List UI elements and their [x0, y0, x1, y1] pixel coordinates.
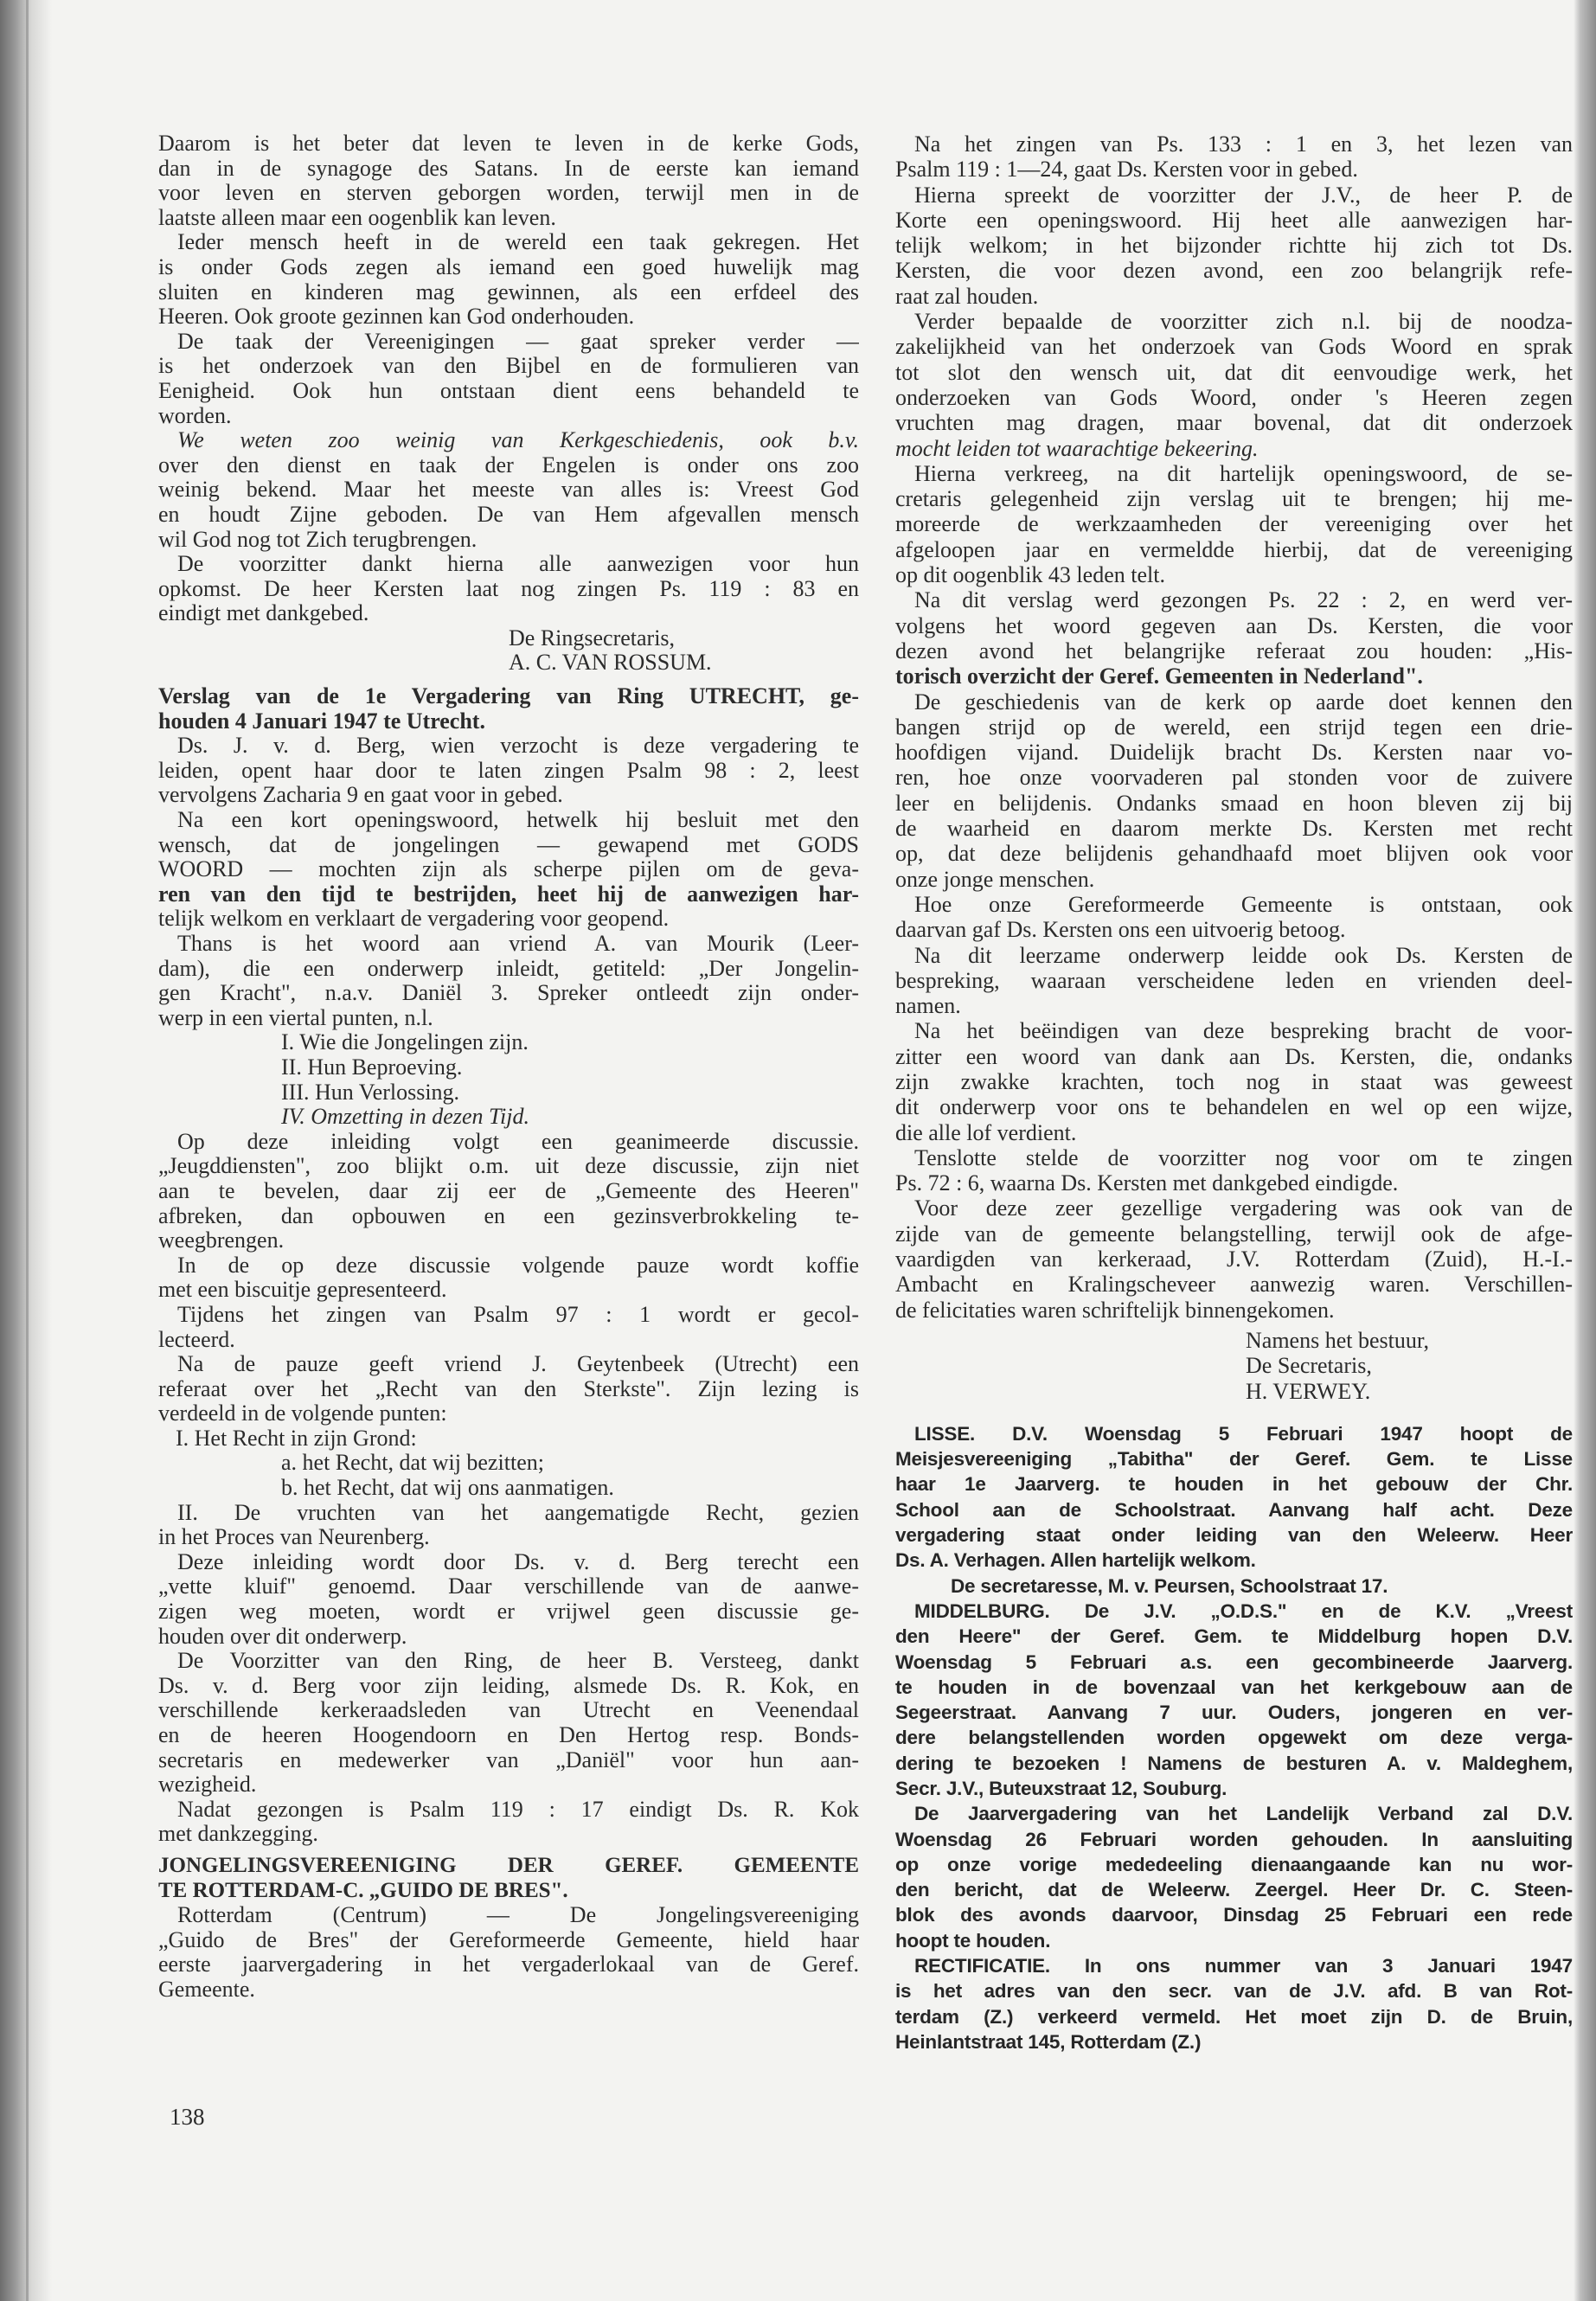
text-line: JONGELINGSVEREENIGING DER GEREF. GEMEENTE [158, 1853, 859, 1877]
text-line: vaardigden van kerkeraad, J.V. Rotterdam (Zuid), H.-I.- [895, 1247, 1573, 1272]
text-line: vergadering staat onder leiding van den Weleerw. Heer [895, 1524, 1573, 1547]
text-line: mocht leiden tot waarachtige bekeering. [895, 435, 1259, 461]
text-line: De Jaarvergadering van het Landelijk Verband zal D.V. [914, 1803, 1573, 1825]
text-line: Hoe onze Gereformeerde Gemeente is ontstaan, ook [914, 891, 1573, 917]
text-line: worden. [158, 403, 232, 428]
left-column [158, 131, 859, 2003]
text-line: namen. [895, 993, 961, 1019]
text-line: Tijdens het zingen van Psalm 97 : 1 wordt er gecol- [177, 1302, 859, 1327]
paragraph [895, 587, 1573, 689]
paragraph [158, 230, 859, 329]
text-line: Na dit verslag werd gezongen Ps. 22 : 2, en werd ver- [914, 587, 1573, 613]
outline-list [158, 1030, 859, 1129]
text-line: op onze vorige mededeeling dienaangaande kan nu wor- [895, 1853, 1573, 1875]
text-line: volgens het woord gegeven aan Ds. Kersten, die voor [895, 612, 1573, 638]
text-line: afbreken, dan opbouwen en een gezinsverbrokkeling te- [158, 1203, 859, 1228]
text-line: verdeeld in de volgende punten: [158, 1401, 447, 1426]
paragraph [158, 932, 859, 1030]
text-line: Na het beëindigen van deze bespreking bracht de voor- [914, 1018, 1573, 1044]
text-line: referaat over het „Recht van den Sterkste". Zijn lezing is [158, 1376, 859, 1401]
text-line: dam), die een onderwerp inleidt, getiteld: „Der Jongelin- [158, 956, 859, 981]
text-line: onze jonge menschen. [895, 866, 1095, 892]
text-line: II. De vruchten van het aangematigde Recht, gezien [177, 1500, 859, 1525]
list-item: b. het Recht, dat wij ons aanmatigen. [281, 1476, 614, 1501]
notice-lisse [895, 1421, 1573, 1599]
text-line: en houdt Zijne geboden. De van Hem afgevallen mensch [158, 502, 859, 527]
text-line: WOORD — mochten zijn als scherpe pijlen om de geva- [158, 857, 859, 882]
text-line: op, dat deze belijdenis gehandhaafd moet blijven ook voor [895, 841, 1573, 867]
text-line: telijk welkom; in het bijzonder richtte hij zich tot Ds. [895, 233, 1573, 259]
text-line: Secr. J.V., Buteuxstraat 12, Souburg. [895, 1778, 1227, 1799]
text-line: wil God nog tot Zich terugbrengen. [158, 527, 478, 552]
text-line: dezen avond het belangrijke referaat zou houden: „His- [895, 638, 1573, 663]
text-line: zakelijkheid van het onderzoek van Gods Woord en sprak [895, 334, 1573, 360]
text-line: Korte een openingswoord. Hij heet alle aanwezigen har- [895, 207, 1573, 233]
text-line: RECTIFICATIE. In ons nummer van 3 Januari 1947 [914, 1955, 1573, 1977]
text-line: MIDDELBURG. De J.V. „O.D.S." en de K.V. „Vreest [914, 1599, 1573, 1622]
article-heading [158, 684, 859, 734]
text-line: vervolgens Zacharia 9 en gaat voor in gebed. [158, 783, 563, 808]
text-line: Na een kort openingswoord, hetwelk hij besluit met den [177, 808, 859, 833]
text-line: den Heere" der Geref. Gem. te Middelburg hopen D.V. [895, 1625, 1573, 1648]
text-line: onderzoeken van Gods Woord, onder 's Heeren zegen [895, 384, 1573, 410]
text-line: weegbrengen. [158, 1228, 285, 1253]
text-line: de felicitaties waren schriftelijk binnengekomen. [895, 1297, 1335, 1323]
text-line: bespreking, waaraan verscheidene leden en vrienden deel- [895, 967, 1573, 993]
text-line: eerste jaarvergadering in het vergaderlokaal van de Geref. [158, 1952, 859, 1977]
text-line: torisch overzicht der Geref. Gemeenten in Nederland". [895, 663, 1423, 689]
list-item: I. Wie die Jongelingen zijn. [281, 1030, 529, 1055]
text-line: Verder bepaalde de voorzitter zich n.l. bij de noodza- [914, 309, 1573, 335]
text-line: bangen strijd op de wereld, een strijd tegen een drie- [895, 714, 1573, 740]
text-line: De taak der Vereenigingen — gaat spreker verder — [177, 329, 859, 354]
text-line: in het Proces van Neurenberg. [158, 1525, 430, 1550]
text-line: „Jeugddiensten", zoo blijkt o.m. uit deze discussie, zijn niet [158, 1154, 859, 1179]
article-heading [158, 1854, 859, 1903]
text-line: telijk welkom en verklaart de vergadering voor geopend. [158, 907, 670, 932]
text-line: Heinlantstraat 145, Rotterdam (Z.) [895, 2030, 1202, 2053]
text-line: Na het zingen van Ps. 133 : 1 en 3, het lezen van [914, 131, 1573, 157]
text-line: sluiten en kinderen mag gewinnen, als een erfdeel des [158, 279, 859, 304]
text-line: ren, hoe onze voorvaderen pal stonden voor de zuivere [895, 765, 1573, 791]
text-line: houden 4 Januari 1947 te Utrecht. [158, 708, 485, 734]
text-line: houden over dit onderwerp. [158, 1624, 407, 1649]
paragraph [895, 943, 1573, 1019]
text-line: dering te bezoeken ! Namens de besturen A. v. Maldeghem, [895, 1752, 1573, 1774]
text-line: verschillende kerkeraadsleden van Utrecht en Veenendaal [158, 1698, 859, 1723]
text-line: blok des avonds daarvoor, Dinsdag 25 Februari een rede [895, 1904, 1573, 1926]
paragraph [895, 1018, 1573, 1144]
text-line: A. C. VAN ROSSUM. [509, 651, 712, 676]
list-item: III. Hun Verlossing. [281, 1080, 460, 1105]
text-line: die alle lof verdient. [895, 1119, 1077, 1145]
text-line: laatste alleen maar een oogenblik kan leven. [158, 205, 556, 230]
text-line: Tenslotte stelde de voorzitter nog voor om te zingen [914, 1144, 1573, 1170]
list-item: II. Hun Beproeving. [281, 1054, 463, 1080]
text-line: met dankzegging. [158, 1822, 318, 1847]
text-line: haar 1e Jaarverg. te houden in het gebouw der Chr. [895, 1473, 1573, 1496]
text-line: Ps. 72 : 6, waarna Ds. Kersten met dankgebed eindigde. [895, 1170, 1399, 1196]
text-line: Nadat gezongen is Psalm 119 : 17 eindigt Ds. R. Kok [177, 1797, 859, 1822]
paragraph [158, 552, 859, 626]
paragraph [158, 1253, 859, 1303]
text-line: We weten zoo weinig van Kerkgeschiedenis, ook b.v. [177, 428, 859, 453]
text-line: lecteerd. [158, 1327, 235, 1352]
text-line: De Ringsecretaris, [509, 625, 676, 651]
paragraph [158, 1798, 859, 1847]
scan-binding-line [26, 0, 29, 2301]
text-line: afgeloopen jaar en vermeldde hierbij, dat de vereeniging [895, 536, 1573, 562]
text-line: zigen weg moeten, wordt er vrijwel geen discussie ge- [158, 1599, 859, 1625]
text-line: raat zal houden. [895, 283, 1039, 309]
paragraph [158, 1649, 859, 1798]
notice-rectificatie [895, 1953, 1573, 2054]
list-item: I. Het Recht in zijn Grond: [176, 1426, 417, 1451]
text-line: werp in een viertal punten, n.l. [158, 1005, 433, 1030]
text-line: De secretaresse, M. v. Peursen, Schoolstraat 17. [951, 1574, 1388, 1597]
paragraph [895, 1195, 1573, 1322]
text-line: de waarheid en daarom merkte Ds. Kersten met recht [895, 816, 1573, 842]
paragraph [158, 330, 859, 428]
paragraph [895, 309, 1573, 461]
list-item: a. het Recht, dat wij bezitten; [281, 1451, 544, 1476]
text-line: Woensdag 5 Februari a.s. een gecombineerde Jaarverg. [895, 1650, 1573, 1673]
text-line: H. VERWEY. [1246, 1378, 1371, 1404]
text-line: Verslag van de 1e Vergadering van Ring UTRECHT, ge- [158, 684, 859, 709]
text-line: Thans is het woord aan vriend A. van Mourik (Leer- [177, 932, 859, 956]
text-line: „Guido de Bres" der Gereformeerde Gemeente, hield haar [158, 1927, 859, 1952]
text-line: zitter een woord van dank aan Ds. Kersten, die, ondanks [895, 1043, 1573, 1069]
text-line: Gemeente. [158, 1977, 255, 2002]
text-line: terdam (Z.) verkeerd vermeld. Het moet zijn D. de Bruin, [895, 2005, 1573, 2028]
notice-landelijk-verband [895, 1801, 1573, 1953]
text-line: De Secretaris, [1246, 1353, 1372, 1379]
text-line: Heeren. Ook groote gezinnen kan God onderhouden. [158, 304, 635, 330]
text-line: In de op deze discussie volgende pauze wordt koffie [177, 1253, 859, 1278]
text-line: De voorzitter dankt hierna alle aanwezigen voor hun [177, 552, 859, 577]
paragraph [158, 131, 859, 230]
paragraph [158, 1352, 859, 1426]
outline-list [158, 1426, 859, 1501]
text-line: is onder Gods zegen als iemand een goed huwelijk mag [158, 254, 859, 279]
scan-shadow-right [1574, 0, 1596, 2301]
text-line: ren van den tijd te bestrijden, heet hij de aanwezigen har- [158, 881, 859, 907]
text-line: TE ROTTERDAM-C. „GUIDO DE BRES". [158, 1878, 568, 1902]
paragraph [158, 808, 859, 932]
paragraph [895, 183, 1573, 309]
text-line: weinig bekend. Maar het meeste van alles is: Vreest God [158, 478, 859, 503]
text-line: wensch, dat de jongelingen — gewapend met GODS [158, 832, 859, 857]
text-line: wezigheid. [158, 1772, 257, 1798]
paragraph [895, 461, 1573, 587]
text-line: Ambacht en Kralingscheveer aanwezig waren. Verschillen- [895, 1272, 1573, 1298]
text-line: Deze inleiding wordt door Ds. v. d. Berg terecht een [177, 1549, 859, 1574]
text-line: is het onderzoek van den Bijbel en de formulieren van [158, 354, 859, 379]
signature [509, 626, 859, 676]
text-line: Daarom is het beter dat leven te leven in de kerke Gods, [158, 131, 859, 156]
paragraph [895, 1145, 1573, 1196]
right-column [895, 131, 1573, 2054]
text-line: dit onderwerp voor ons te behandelen en wel op een wijze, [895, 1094, 1573, 1120]
text-line: op dit oogenblik 43 leden telt. [895, 562, 1165, 588]
paragraph [158, 1550, 859, 1649]
text-line: aan te bevelen, daar zij eer de „Gemeente des Heeren" [158, 1178, 859, 1203]
text-line: secretaris en medewerker van „Daniël" voor hun aan- [158, 1747, 859, 1772]
text-line: Voor deze zeer gezellige vergadering was ook van de [914, 1195, 1573, 1221]
text-line: Ds. v. d. Berg voor zijn leiding, alsmede Ds. R. Kok, en [158, 1673, 859, 1698]
text-line: De Voorzitter van den Ring, de heer B. Versteeg, dankt [177, 1649, 859, 1674]
text-line: dere belangstellenden worden opgewekt om deze verga- [895, 1727, 1573, 1749]
text-line: zijde van de gemeente belangstelling, terwijl ook de afge- [895, 1221, 1573, 1247]
text-line: Rotterdam (Centrum) — De Jongelingsvereeniging [177, 1903, 859, 1928]
text-line: Ds. J. v. d. Berg, wien verzocht is deze vergadering te [177, 734, 859, 759]
paragraph [158, 734, 859, 808]
text-line: cretaris gelegenheid zijn verslag uit te brengen; hij me- [895, 486, 1573, 512]
text-line: te houden in de bovenzaal van het kerkgebouw aan de [895, 1676, 1573, 1698]
text-line: opkomst. De heer Kersten laat nog zingen Ps. 119 : 83 en [158, 576, 859, 601]
text-line: Namens het bestuur, [1246, 1327, 1429, 1353]
paragraph [158, 1501, 859, 1550]
text-line: gen Kracht", n.a.v. Daniël 3. Spreker ontleedt zijn onder- [158, 981, 859, 1006]
page-number: 138 [170, 2104, 205, 2130]
text-line: Segeerstraat. Aanvang 7 uur. Ouders, jongeren en ver- [895, 1702, 1573, 1724]
paragraph [158, 428, 859, 552]
paragraph [158, 1303, 859, 1352]
text-line: Ieder mensch heeft in de wereld een taak gekregen. Het [177, 230, 859, 255]
text-line: De geschiedenis van de kerk op aarde doet kennen den [914, 689, 1573, 715]
paragraph [895, 689, 1573, 892]
paragraph [895, 131, 1573, 183]
text-line: Eenigheid. Ook hun ontstaan dient eens behandeld te [158, 378, 859, 403]
text-line: en de heeren Hoogendoorn en Den Hertog resp. Bonds- [158, 1723, 859, 1747]
text-line: daarvan gaf Ds. Kersten ons een uitvoerig betoog. [895, 917, 1346, 943]
text-line: leiden, opent haar door te laten zingen Psalm 98 : 2, leest [158, 758, 859, 783]
text-line: hoopt te houden. [895, 1929, 1051, 1952]
text-line: Hierna spreekt de voorzitter der J.V., de heer P. de [914, 182, 1573, 208]
paragraph [158, 1903, 859, 2002]
text-line: is het adres van den secr. van de J.V. afd. B van Rot- [895, 1980, 1573, 2003]
text-line: leer en belijdenis. Ondanks smaad en hoon bleven zij bij [895, 790, 1573, 816]
text-line: Meisjesvereeniging „Tabitha" der Geref. Gem. te Lisse [895, 1448, 1573, 1471]
text-line: vruchten mag dragen, maar bovenal, dat dit onderzoek [895, 410, 1573, 436]
text-line: dan in de synagoge des Satans. In de eerste kan iemand [158, 156, 859, 181]
text-line: Woensdag 26 Februari worden gehouden. In aansluiting [895, 1828, 1573, 1850]
text-line: LISSE. D.V. Woensdag 5 Februari 1947 hoopt de [914, 1422, 1573, 1445]
text-line: Na dit leerzame onderwerp leidde ook Ds. Kersten de [914, 942, 1573, 968]
text-line: School aan de Schoolstraat. Aanvang half acht. Deze [895, 1498, 1573, 1521]
text-line: moreerde de werkzaamheden der vereeniging over het [895, 511, 1573, 537]
paragraph [895, 892, 1573, 943]
text-line: met een biscuitje gepresenteerd. [158, 1278, 447, 1303]
text-line: den bericht, dat de Weleerw. Zeergel. Heer Dr. C. Steen- [895, 1879, 1573, 1901]
text-line: over den dienst en taak der Engelen is onder ons zoo [158, 452, 859, 478]
text-line: Ds. A. Verhagen. Allen hartelijk welkom. [895, 1549, 1256, 1572]
paragraph [158, 1130, 859, 1253]
text-line: tot slot den wensch uit, dat dit eenvoudige werk, het [895, 359, 1573, 385]
text-line: Hierna verkreeg, na dit hartelijk openingswoord, de se- [914, 460, 1573, 486]
text-line: hoofdigen vijand. Duidelijk bracht Ds. Kersten naar vo- [895, 740, 1573, 766]
text-line: Na de pauze geeft vriend J. Geytenbeek (Utrecht) een [177, 1352, 859, 1377]
signature [1246, 1328, 1573, 1404]
text-line: Kersten, die voor dezen avond, een zoo belangrijk refe- [895, 258, 1573, 284]
text-line: zijn zwakke krachten, toch nog in staat was geweest [895, 1068, 1573, 1094]
text-line: Op deze inleiding volgt een geanimeerde discussie. [177, 1129, 859, 1154]
list-item: IV. Omzetting in dezen Tijd. [281, 1105, 529, 1130]
text-line: voor leven en sterven geborgen worden, terwijl men in de [158, 181, 859, 206]
text-line: „vette kluif" genoemd. Daar verschillende van de aanwe- [158, 1574, 859, 1599]
text-line: eindigt met dankgebed. [158, 601, 369, 626]
notice-middelburg [895, 1599, 1573, 1801]
text-line: Psalm 119 : 1—24, gaat Ds. Kersten voor in gebed. [895, 157, 1358, 183]
